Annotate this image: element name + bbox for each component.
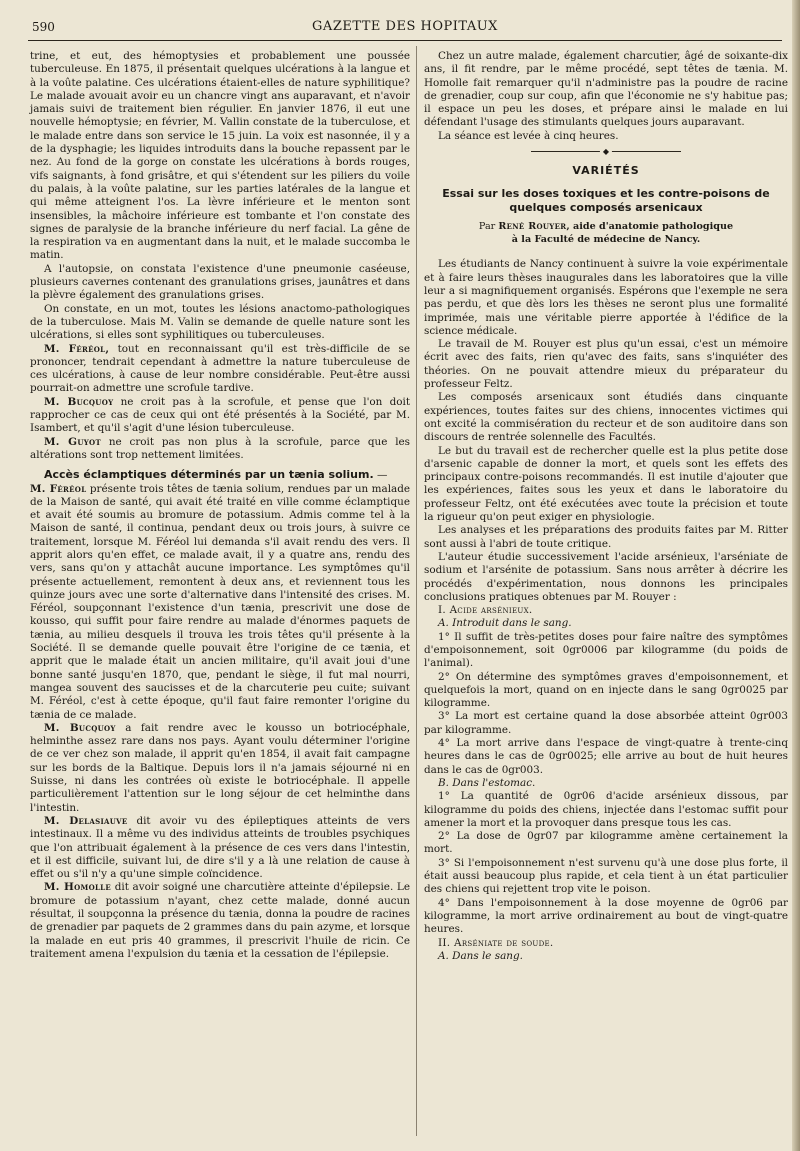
speaker-name: M. Féréol, xyxy=(44,342,110,355)
subsection-heading xyxy=(424,617,788,630)
separator-rule xyxy=(531,151,681,152)
list-item: 4° La mort arrive dans l'espace de vingt-quatre à trente-cinq heures dans le cas de 0gr0025; elle arrive au bout de huit heures dans le cas de 0gr003. xyxy=(424,737,788,776)
speaker-name: M. Delasiauve xyxy=(44,814,128,827)
paragraph: L'auteur étudie successivement l'acide arsénieux, l'arséniate de sodium et l'arsénite de potassium. Sans nous arrêter à décrire les procédés d'expérimentation, nous donnons les principales conclusions pratiques obtenues par M. Rouyer : xyxy=(424,550,788,603)
paragraph: trine, et eut, des hémoptysies et probablement une poussée tuberculeuse. En 1875, il présentait quelques ulcérations à la langue et à la voûte palatine. Ces ulcérations étaient-elles de nature syphilitique? Le malade avouait avoir eu un chancre vingt ans auparavant, et n'avoir jamais suivi de traitement bien régulier. En janvier 1876, il eut une nouvelle hémoptysie; en février, M. Vallin constate de la tuberculose, et le malade entre dans son service le 15 juin. La voix est nasonnée, il y a de la dysphagie; les liquides introduits dans la bouche repassent par le nez. Au fond de la gorge on constate les ulcérations à bords rouges, vifs saignants, à fond grisâtre, et qui s'étendent sur les piliers du voile du palais, à la voûte palatine, sur les parties latérales de la langue et qui même atteignent l'os. La lèvre inférieure et le menton sont insensibles, la mâchoire inférieure est tombante et l'on constate des signes de paralysie de la branche inférieure du nerf facial. La gêne de la respiration va en augmentant dans la nuit, et le malade succomba le matin. xyxy=(30,50,410,262)
byline-prefix: Par xyxy=(478,221,499,233)
byline xyxy=(424,221,788,246)
author-name: René Rouyer xyxy=(498,221,567,233)
subsection-heading xyxy=(424,950,788,963)
paragraph xyxy=(30,881,410,961)
right-column xyxy=(424,50,788,963)
list-item: 4° Dans l'empoisonnement à la dose moyenne de 0gr06 par kilogramme, la mort arrive ordinairement au bout de vingt-quatre heures. xyxy=(424,896,788,936)
column-divider xyxy=(416,46,417,1136)
left-column xyxy=(30,50,410,961)
paragraph xyxy=(30,436,410,463)
paragraph: Le travail de M. Rouyer est plus qu'un essai, c'est un mémoire écrit avec des faits, rien qu'avec des faits, sans s'inquiéter des théories. On ne pouvait attendre mieux du préparateur du professeur Feltz. xyxy=(424,338,788,391)
paragraph-text: présente trois têtes de tænia solium, rendues par un malade de la Maison de santé, qui avait été traité en ville comme éclamptique et avait été soumis au bromure de potassium. Admis comme tel à la Maison de santé, il continua, pendant deux ou trois jours, à suivre ce traitement, lorsque M. Féréol lui demanda s'il avait rendu des vers. Il apprit alors qu'en effet, ce malade avait, il y a quatre ans, rendu des vers, sans qu'on y attachât aucune importance. Les symptômes qu'il présente actuellement, remontent à deux ans, et reviennent tous les quinze jours avec une sorte d'alternative dans l'intensité des crises. M. Féréol, soupçonnant l'existence d'un tænia, prescrivit une dose de kousso, qui suffit pour faire rendre au malade d'énormes paquets de tænia, au milieu desquels il trouva les trois têtes qu'il présente à la Société. Il se demande quelle pouvait être l'origine de ce tænia, et apprit que le malade était un ancien militaire, qu'il avait joui d'une bonne santé jusqu'en 1870, que, pendant le siège, il fut mal nourri, mangea souvent des saucisses et de la charcuterie peu cuite; suivant M. Féréol, c'est à cette époque, qu'il faut faire remonter l'origine du tænia de ce malade. xyxy=(30,482,411,721)
paragraph-text: ne croit pas non plus à la scrofule, parce que les altérations sont trop nettement limitées. xyxy=(30,435,410,461)
publication-title: GAZETTE DES HOPITAUX xyxy=(312,19,498,34)
list-item: 2° On détermine des symptômes graves d'empoisonnement, et quelquefois la mort, quand on en injecte dans le sang 0gr0025 par kilogramme. xyxy=(424,670,788,710)
section-heading xyxy=(30,468,410,482)
subsection-heading: I. Acide arsénieux. xyxy=(438,604,533,617)
page-header xyxy=(28,16,782,41)
section-title: VARIÉTÉS xyxy=(572,164,640,178)
subsection-heading xyxy=(424,777,788,790)
subsection-heading: II. Arséniate de soude. xyxy=(438,936,554,949)
paragraph-text: dit avoir vu des épileptiques atteints de vers intestinaux. Il a même vu des individus atteints de troubles psychiques que l'on attribuait également à la présence de ces vers dans l'intestin, et il est difficile, suivant lui, de dire s'il y a là une relation de cause à effet ou s'il n'y a qu'une simple coïncidence. xyxy=(30,814,411,881)
article-title: Essai sur les doses toxiques et les contre-poisons de quelques composés arsenicaux xyxy=(442,187,770,215)
subsection-heading-text: A. Dans le sang. xyxy=(438,949,523,962)
paragraph: La séance est levée à cinq heures. xyxy=(438,129,619,142)
speaker-name: M. Bucquoy xyxy=(44,721,116,734)
subsection-heading-text: A. Introduit dans le sang. xyxy=(438,617,572,630)
paragraph xyxy=(30,483,410,722)
page-edge xyxy=(792,0,800,1151)
list-item: 1° Il suffit de très-petites doses pour faire naître des symptômes d'empoisonnement, soit 0gr0006 par kilogramme (du poids de l'animal). xyxy=(424,630,788,670)
paragraph: On constate, en un mot, toutes les lésions anactomo-pathologiques de la tuberculose. Mais M. Valin se demande de quelle nature sont les ulcérations, si elles sont syphilitiques ou tuberculeuses. xyxy=(30,302,410,342)
paragraph xyxy=(30,815,410,881)
subsection-heading-text: B. Dans l'estomac. xyxy=(438,776,536,789)
paragraph-text: a fait rendre avec le kousso un botriocéphale, helminthe assez rare dans nos pays. Ayant voulu déterminer l'origine de ce ver chez son malade, il apprit qu'en 1854, il avait fait campagne sur les bords de la Baltique. Depuis lors il n'a jamais séjourné ni en Suisse, ni dans les contrées où existe le botriocéphale. Il appelle particulièrement l'attention sur le long séjour de cet helminthe dans l'intestin. xyxy=(30,721,410,814)
speaker-name: M. Bucquoy xyxy=(44,395,114,408)
speaker-name: M. Homolle xyxy=(44,881,112,894)
byline-affiliation: , aide d'anatomie pathologique xyxy=(566,221,734,233)
speaker-name: M. Féréol xyxy=(30,482,87,495)
byline-affiliation-2: à la Faculté de médecine de Nancy. xyxy=(511,233,701,245)
paragraph: Les étudiants de Nancy continuent à suivre la voie expérimentale et à faire leurs thèses inaugurales dans les laboratoires que la ville leur a si magnifiquement organisés. Espérons que l'exemple ne sera pas perdu, et que dès lors les thèses ne seront plus une formalité imprimée, mais une véritable pierre apportée à l'édifice de la science médicale. xyxy=(424,258,788,337)
paragraph-text: tout en reconnaissant qu'il est très-difficile de se prononcer, tendrait cependant à admettre la nature tuberculeuse de ces ulcérations, à cause de leur nombre considérable. Peut-être aussi pourrait-on admettre une scrofule tardive. xyxy=(30,342,410,395)
paragraph: Les composés arsenicaux sont étudiés dans cinquante expériences, toutes faites sur des chiens, innocentes victimes qui ont excité la commisération du recteur et de son auditoire dans son discours de rentrée solennelle des Facultés. xyxy=(424,391,788,444)
paragraph: Le but du travail est de rechercher quelle est la plus petite dose d'arsenic capable de donner la mort, et quels sont les effets des principaux contre-poisons recommandés. Il est inutile d'ajouter que les expériences, faites sous les yeux et dans le laboratoire du professeur Feltz, ont été exécutées avec toute la précision et toute la rigueur qu'on peut exiger en physiologie. xyxy=(424,444,788,524)
speaker-name: M. Guyot xyxy=(44,435,101,448)
section-heading-text: Accès éclamptiques déterminés par un tænia solium. xyxy=(44,468,374,482)
page-number: 590 xyxy=(32,20,55,34)
paragraph-text: dit avoir soigné une charcutière atteinte d'épilepsie. Le bromure de potassium n'ayant, chez cette malade, donné aucun résultat, il soupçonna la présence du tænia, donna la poudre de racines de grenadier par paquets de 2 grammes dans du pain azyme, et lorsque la malade en eut pris 40 grammes, il prescrivit l'huile de ricin. Ce traitement amena l'expulsion du tænia et la cessation de l'épilepsie. xyxy=(30,881,410,960)
paragraph xyxy=(30,722,410,815)
paragraph: A l'autopsie, on constata l'existence d'une pneumonie caséeuse, plusieurs cavernes contenant des granulations grises, jaunâtres et dans la plèvre également des granulations grises. xyxy=(30,262,410,302)
paragraph xyxy=(30,396,410,436)
paragraph-text: ne croit pas à la scrofule, et pense que l'on doit rapprocher ce cas de ceux qui ont été présentés à la Société, par M. Isambert, et qu'il s'agit d'une lésion tuberculeuse. xyxy=(30,395,410,435)
list-item: 2° La dose de 0gr07 par kilogramme amène certainement la mort. xyxy=(424,830,788,856)
list-item: 3° Si l'empoisonnement n'est survenu qu'à une dose plus forte, il était aussi beaucoup plus rapide, et cela tient à un état particulier des chiens qui rejettent trop vite le poison. xyxy=(424,856,788,896)
paragraph: Les analyses et les préparations des produits faites par M. Ritter sont aussi à l'abri de toute critique. xyxy=(424,524,788,550)
heading-dash: — xyxy=(373,469,388,482)
list-item: 1° La quantité de 0gr06 d'acide arsénieux dissous, par kilogramme du poids des chiens, injectée dans l'estomac suffit pour amener la mort et la provoquer dans presque tous les cas. xyxy=(424,790,788,829)
list-item: 3° La mort est certaine quand la dose absorbée atteint 0gr003 par kilogramme. xyxy=(424,710,788,736)
paragraph: Chez un autre malade, également charcutier, âgé de soixante-dix ans, il fit rendre, par le même procédé, sept têtes de tænia. M. Homolle fait remarquer qu'il n'administre pas la poudre de racine de grenadier, coup sur coup, afin que l'économie ne s'y habitue pas; il espace un peu les doses, et prépare ainsi le malade en lui défendant l'usage des stimulants quelques jours auparavant. xyxy=(424,50,788,129)
paragraph xyxy=(30,343,410,396)
